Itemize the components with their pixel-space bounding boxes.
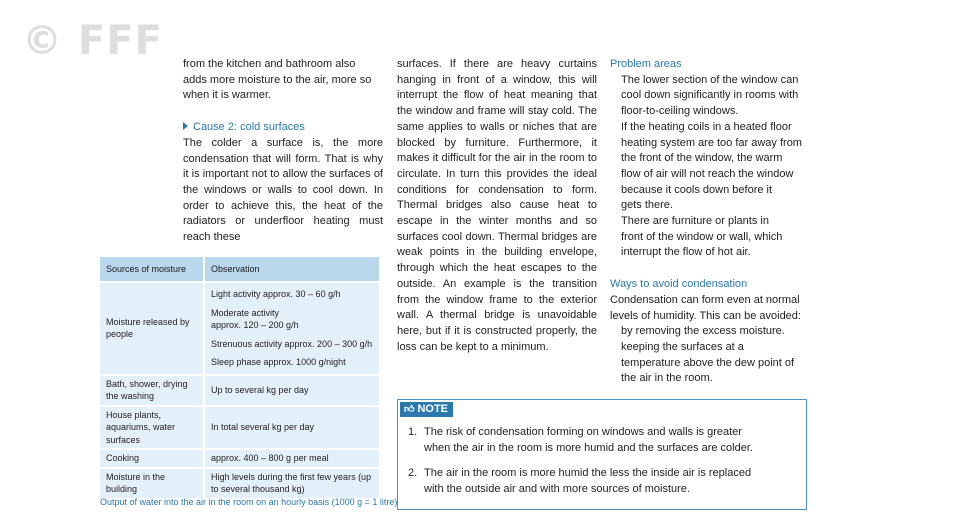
- column-header-observation: Observation: [204, 257, 379, 282]
- observation-line: Sleep phase approx. 1000 g/night: [211, 357, 346, 367]
- problem-line: gets there.: [621, 199, 673, 212]
- note-line: with the outside air and with more sources of moisture.: [424, 483, 690, 495]
- problem-line: because it cools down before it: [621, 183, 773, 196]
- ways-line: keeping the surfaces at a: [621, 340, 744, 353]
- problem-line: The lower section of the window can: [621, 73, 799, 86]
- intro-line: when it is warmer.: [183, 89, 272, 102]
- problem-line: There are furniture or plants in: [621, 215, 769, 228]
- problem-line: floor-to-ceiling windows.: [621, 105, 739, 118]
- table-row: [100, 468, 379, 499]
- column-left: [183, 57, 383, 246]
- triangle-bullet-icon: [183, 122, 188, 130]
- observation-line: Strenuous activity approx. 200 – 300 g/h: [211, 338, 373, 349]
- note-item: [408, 465, 803, 497]
- observation-cell: [204, 282, 379, 375]
- column-right: [610, 57, 815, 387]
- ways-line: by removing the excess moisture.: [621, 325, 785, 338]
- ways-intro-line: levels of humidity. This can be avoided:: [610, 309, 801, 322]
- note-line: The risk of condensation forming on windows and walls is greater: [424, 426, 742, 438]
- problem-areas-heading: Problem areas: [610, 58, 682, 70]
- problem-line: If the heating coils in a heated floor: [621, 120, 792, 133]
- note-line: The air in the room is more humid the less the inside air is replaced: [424, 467, 752, 479]
- intro-line: from the kitchen and bathroom also: [183, 58, 356, 70]
- column-header-sources: Sources of moisture: [100, 257, 204, 282]
- source-cell: Cooking: [100, 449, 204, 468]
- problem-line: cool down significantly in rooms with: [621, 89, 799, 102]
- ways-line: the air in the room.: [621, 372, 713, 385]
- table-row: [100, 406, 379, 450]
- note-number: 1.: [408, 426, 418, 438]
- cause2-heading: [183, 120, 383, 136]
- note-line: when the air in the room is more humid and the surfaces are colder.: [424, 442, 753, 454]
- moisture-sources-table: [100, 257, 379, 500]
- source-cell: Moisture released by people: [100, 282, 204, 375]
- cause2-paragraph: The colder a surface is, the more condensation that will form. That is why it is important not to allow the surfaces of the windows or walls to cool down. In order to achieve this, the heat of the radiators or underfloor heating must reach these: [183, 136, 383, 244]
- note-number: 2.: [408, 467, 418, 479]
- problem-line: the front of the window, the warm: [621, 152, 783, 165]
- thermal-paragraph: surfaces. If there are heavy curtains hanging in front of a window, this will interrupt the flow of heat meaning that the window and frame will stay cold. The same applies to walls or niches that are blocked by furniture. Furthermore, it makes it difficult for the air in the room to circulate. In turn this provides the ideal conditions for condensation to form. Thermal bridges also cause heat to escape in the winter months and so surfaces cool down. Thermal bridges are weak points in the building envelope, through which the heat escapes to the outside. An example is the transition from the window frame to the exterior wall. A thermal bridge is unavoidable here, but if it is constructed properly, the loss can be kept to a minimum.: [397, 58, 597, 353]
- observation-cell: In total several kg per day: [204, 406, 379, 450]
- copyright-watermark: © FFF: [22, 18, 163, 64]
- problem-line: flow of air will not reach the window: [621, 167, 794, 180]
- note-item: [408, 424, 803, 456]
- problem-line: front of the window or wall, which: [621, 230, 783, 243]
- problem-areas-list: [610, 73, 815, 261]
- note-box: [397, 399, 807, 510]
- problem-line: heating system are too far away from: [621, 136, 802, 149]
- table-caption: Output of water into the air in the room on an hourly basis (1000 g = 1 litre): [100, 497, 398, 507]
- note-list: [408, 424, 803, 506]
- observation-line: Light activity approx. 30 – 60 g/h: [211, 289, 341, 299]
- observation-cell: High levels during the first few years (up to several thousand kg): [204, 468, 379, 499]
- note-label-text: NOTE: [417, 403, 449, 415]
- ways-heading: Ways to avoid condensation: [610, 278, 748, 291]
- intro-line: adds more moisture to the air, more so: [183, 73, 372, 86]
- source-cell: House plants, aquariums, water surfaces: [100, 406, 204, 450]
- table-header-row: [100, 257, 379, 282]
- observation-cell: approx. 400 – 800 g per meal: [204, 449, 379, 468]
- ways-line: temperature above the dew point of: [621, 356, 795, 369]
- source-cell: Moisture in the building: [100, 468, 204, 499]
- table-row: [100, 449, 379, 468]
- ways-intro-line: Condensation can form even at normal: [610, 293, 800, 306]
- source-cell: Bath, shower, drying the washing: [100, 375, 204, 406]
- note-label: [400, 402, 453, 417]
- problem-line: interrupt the flow of hot air.: [621, 246, 751, 259]
- thumbs-up-icon: 👍︎: [404, 404, 415, 415]
- table-row: [100, 375, 379, 406]
- cause2-heading-text: Cause 2: cold surfaces: [193, 121, 305, 134]
- table-row: [100, 282, 379, 375]
- column-middle: [397, 57, 597, 355]
- observation-line: Moderate activity approx. 120 – 200 g/h: [211, 307, 299, 330]
- observation-cell: Up to several kg per day: [204, 375, 379, 406]
